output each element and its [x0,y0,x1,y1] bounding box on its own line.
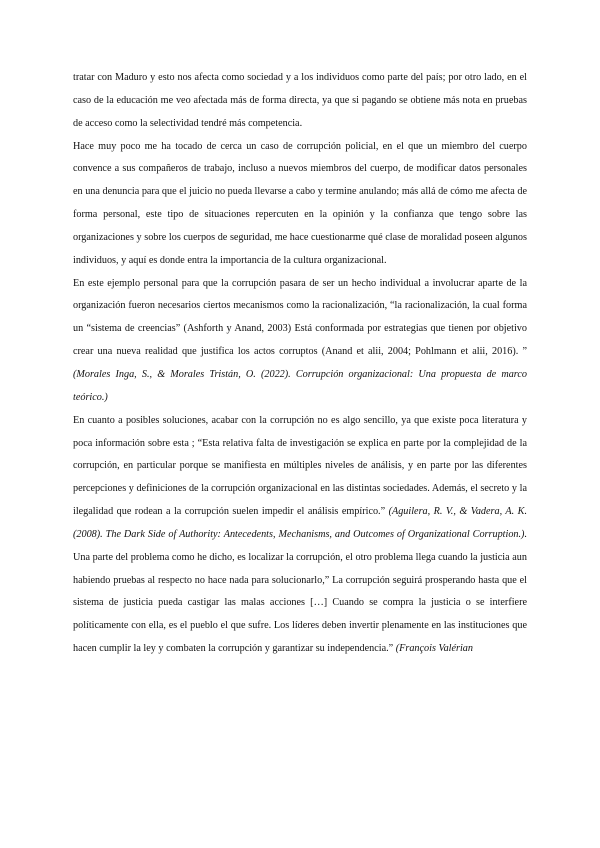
paragraph-3-citation: (Morales Inga, S., & Morales Tristán, O. (2022). Corrupción organizacional: Una propuesta de marco teórico.) [73,368,527,403]
paragraph-1 [73,67,527,136]
paragraph-2-text: Hace muy poco me ha tocado de cerca un caso de corrupción policial, en el que un miembro del cuerpo convence a sus compañeros de trabajo, incluso a nuevos miembros del cuerpo, de modificar datos personales en una denuncia para que el juicio no pueda llevarse a cabo y termine anulando; más allá de cómo me afecta de forma personal, este tipo de situaciones repercuten en la opinión y la confianza que tengo sobre las organizaciones y sobre los cuerpos de seguridad, me hace cuestionarme qué clase de moralidad poseen algunos individuos, y aquí es donde entra la importancia de la cultura organizacional. [73,140,527,266]
paragraph-4-citation-end: (François Valérian [395,643,473,655]
paragraph-4 [73,410,527,661]
paragraph-3-text: En este ejemplo personal para que la corrupción pasara de ser un hecho individual a involucrar aparte de la organización fueron necesarios ciertos mecanismos como la racionalización, “la racionalización, la cual forma un “sistema de creencias” (Ashforth y Anand, 2003) Está conformada por estrategias que tienen por objetivo crear una nueva realidad que justifica los actos corruptos (Anand et alii, 2004; Pohlmann et alii, 2016). ” [73,277,527,358]
paragraph-2 [73,136,527,273]
paragraph-4-text: En cuanto a posibles soluciones, acabar con la corrupción no es algo sencillo, ya que existe poca literatura y poca información sobre esta ; “Esta relativa falta de investigación se explica en parte por la complejidad de la corrupción, en particular porque se manifiesta en múltiples niveles de análisis, y en parte por las diferentes percepciones y definiciones de la corrupción organizacional en las distintas sociedades. Además, el secreto y la ilegalidad que rodean a la corrupción suelen impedir el análisis empírico.” [73,414,527,518]
paragraph-4-citation: (Aguilera, R. V., & Vadera, A. K. (2008). The Dark Side of Authority: Antecedents, Mechanisms, and Outcomes of Organizational Corruption.). [73,506,527,540]
paragraph-3 [73,273,527,410]
paragraph-4-text-after: Una parte del problema como he dicho, es localizar la corrupción, el otro problema llega cuando la justicia aun habiendo pruebas al respecto no hace nada para solucionarlo,” La corrupción seguirá prosperando hasta que el sistema de justicia pueda castigar las malas acciones […] Cuando se compra la justicia o se interfiere políticamente con ella, es el pueblo el que sufre. Los líderes deben invertir plenamente en las instituciones que hacen cumplir la ley y combaten la corrupción y garantizar su independencia.” [73,551,527,655]
paragraph-1-text: tratar con Maduro y esto nos afecta como sociedad y a los individuos como parte del país; por otro lado, en el caso de la educación me veo afectada más de forma directa, ya que si pagando se obtiene más nota en pruebas de acceso como la selectividad tendré más competencia. [73,72,527,129]
body-text [73,67,527,661]
